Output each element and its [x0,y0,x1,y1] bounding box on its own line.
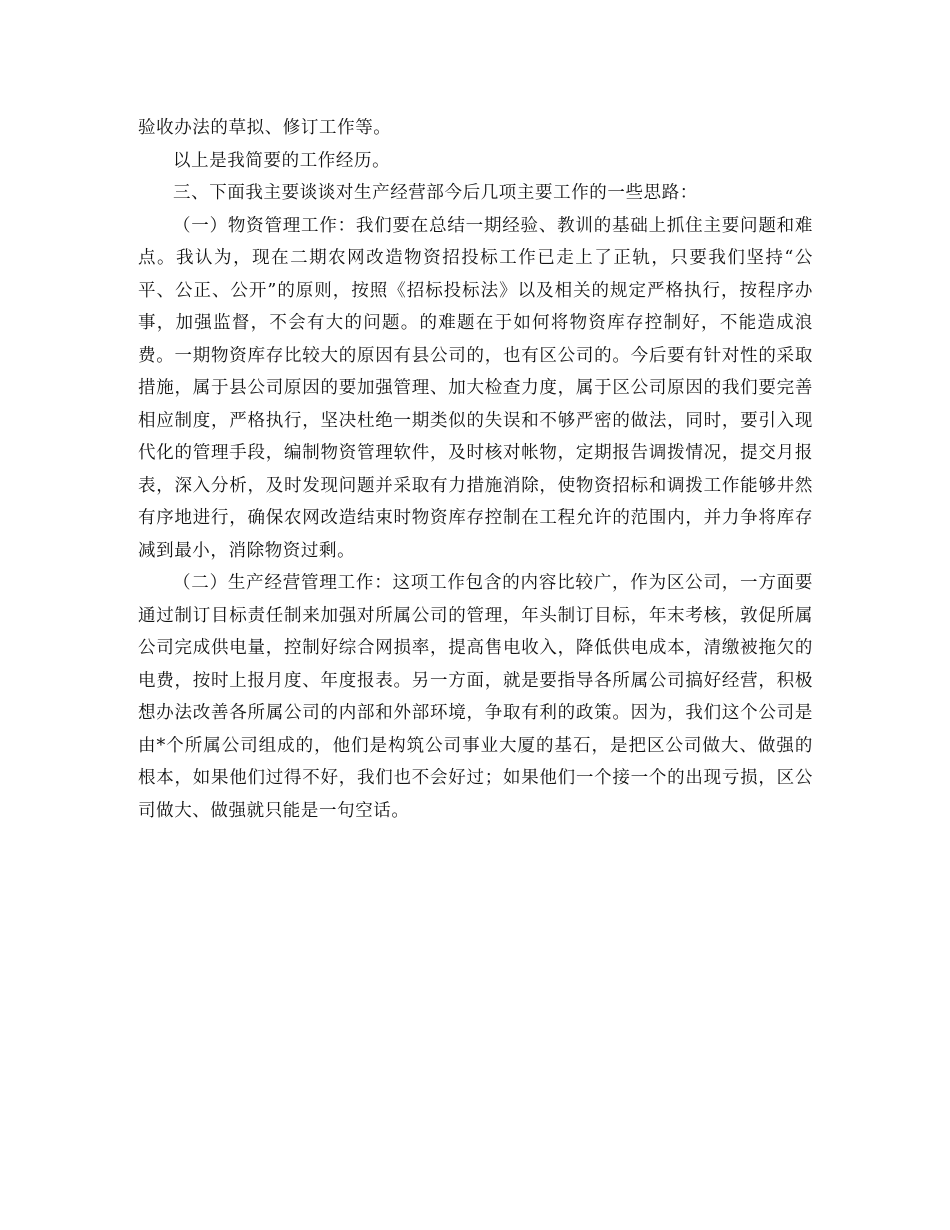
paragraph-work-history-summary: 以上是我简要的工作经历。 [173,150,391,171]
section-heading-three: 三、下面我主要谈谈对生产经营部今后几项主要工作的一些思路： [173,183,698,203]
paragraph-continuation: 验收办法的草拟、修订工作等。 [138,118,392,138]
paragraph-production-operations: （二）生产经营管理工作：这项工作包含的内容比较广，作为区公司，一方面要通过制订目标责任制来加强对所属公司的管理，年头制订目标，年末考核，敦促所属公司完成供电量，控制好综合网损率，提高售电收入，降低供电成本，清缴被拖欠的电费，按时上报月度、年度报表。另一方面，就是要指导各所属公司搞好经营，积极想办法改善各所属公司的内部和外部环境，争取有利的政策。因为，我们这个公司是由*个所属公司组成的，他们是构筑公司事业大厦的基石，是把区公司做大、做强的根本，如果他们过得不好，我们也不会好过；如果他们一个接一个的出现亏损，区公司做大、做强就只能是一句空话。 [138,573,813,821]
paragraph-materials-management: （一）物资管理工作：我们要在总结一期经验、教训的基础上抓住主要问题和难点。我认为，现在二期农网改造物资招投标工作已走上了正轨，只要我们坚持“公平、公正、公开”的原则，按照《招标投标法》以及相关的规定严格执行，按程序办事，加强监督，不会有大的问题。的难题在于如何将物资库存控制好，不能造成浪费。一期物资库存比较大的原因有县公司的，也有区公司的。今后要有针对性的采取措施，属于县公司原因的要加强管理、加大检查力度，属于区公司原因的我们要完善相应制度，严格执行，坚决杜绝一期类似的失误和不够严密的做法，同时，要引入现代化的管理手段，编制物资管理软件，及时核对帐物，定期报告调拨情况，提交月报表，深入分析，及时发现问题并采取有力措施消除，使物资招标和调拨工作能够井然有序地进行，确保农网改造结束时物资库存控制在工程允许的范围内，并力争将库存减到最小，消除物资过剩。 [138,215,813,561]
document-body [138,112,813,827]
